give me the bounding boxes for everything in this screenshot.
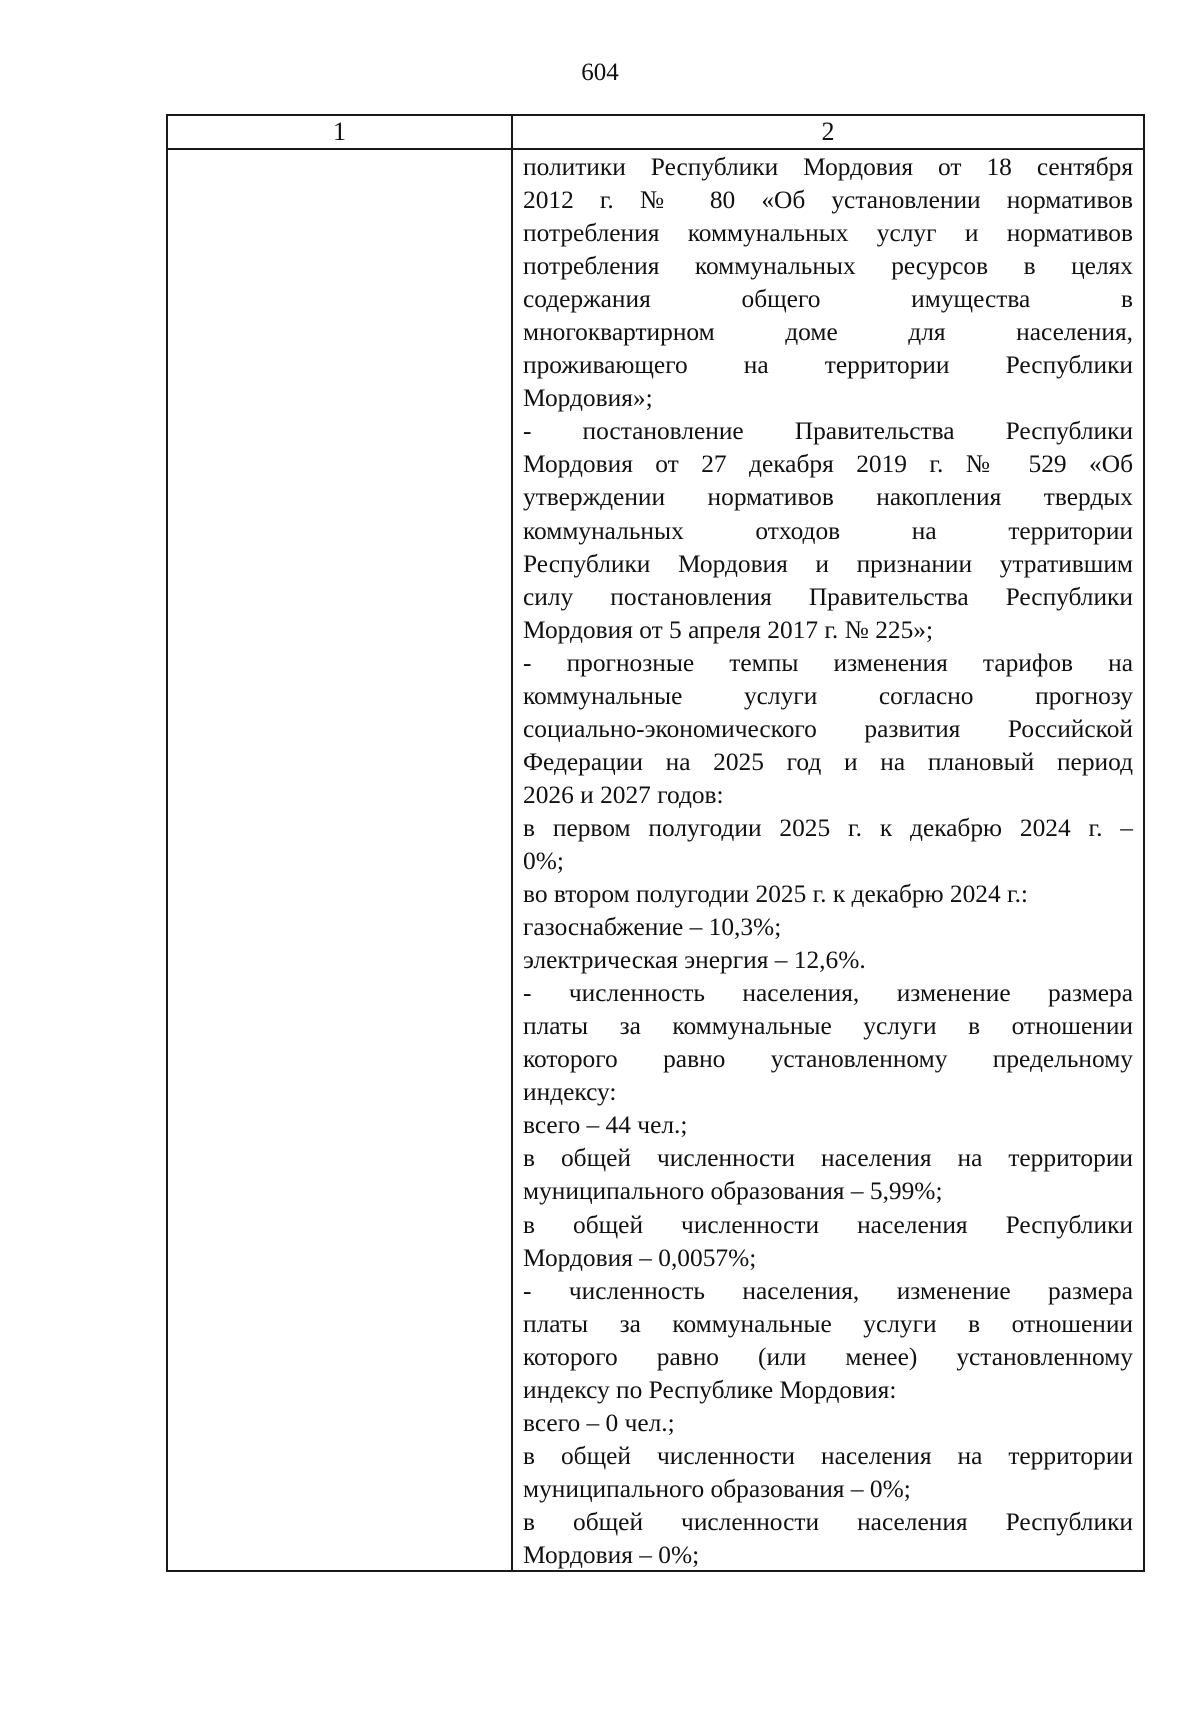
text-line: коммунальных отходов на территории: [523, 516, 1133, 545]
text-line: 2012 г. № 80 «Об установлении нормативов: [523, 186, 1133, 215]
text-line: Республики Мордовия и признании утратившим: [523, 549, 1133, 578]
text-line: во втором полугодии 2025 г. к декабрю 2024 г.:: [523, 880, 1028, 909]
text-line: - численность населения, изменение размера: [523, 979, 1133, 1008]
text-line: проживающего на территории Республики: [523, 351, 1133, 380]
text-line: в общей численности населения на территории: [523, 1144, 1133, 1173]
text-line: электрическая энергия – 12,6%.: [523, 946, 866, 975]
text-line: - численность населения, изменение размера: [523, 1276, 1133, 1305]
text-line: 0%;: [523, 846, 564, 875]
text-line: в общей численности населения на территории: [523, 1441, 1133, 1470]
column-header-1: 1: [333, 117, 346, 146]
text-line: всего – 0 чел.;: [523, 1408, 675, 1437]
text-line: всего – 44 чел.;: [523, 1111, 688, 1140]
text-line: в первом полугодии 2025 г. к декабрю 2024 г. –: [523, 813, 1133, 842]
text-line: содержания общего имущества в: [523, 285, 1133, 314]
document-table: [166, 114, 1145, 1572]
text-line: в общей численности населения Республики: [523, 1507, 1133, 1536]
table-cell-col2: [523, 151, 1133, 1572]
text-line: Мордовия от 27 декабря 2019 г. № 529 «Об: [523, 450, 1133, 479]
text-line: газоснабжение – 10,3%;: [523, 913, 782, 942]
text-line: потребления коммунальных услуг и нормативов: [523, 219, 1133, 248]
text-line: потребления коммунальных ресурсов в целях: [523, 252, 1133, 281]
text-line: социально-экономического развития Российской: [523, 714, 1133, 743]
text-line: Мордовия – 0,0057%;: [523, 1243, 757, 1272]
text-line: Мордовия – 0%;: [523, 1540, 700, 1569]
text-line: платы за коммунальные услуги в отношении: [523, 1012, 1133, 1041]
text-line: которого равно установленному предельному: [523, 1045, 1133, 1074]
text-line: в общей численности населения Республики: [523, 1210, 1133, 1239]
text-line: коммунальные услуги согласно прогнозу: [523, 681, 1133, 710]
text-line: - прогнозные темпы изменения тарифов на: [523, 648, 1133, 677]
column-divider: [511, 116, 513, 1572]
column-header-2: 2: [821, 117, 835, 146]
table-cell-col1: [168, 150, 511, 1572]
text-line: Мордовия»;: [523, 384, 653, 413]
text-line: Федерации на 2025 год и на плановый период: [523, 747, 1133, 776]
table-header-row: [168, 116, 1143, 150]
text-line: силу постановления Правительства Республики: [523, 582, 1133, 611]
text-line: муниципального образования – 0%;: [523, 1474, 911, 1503]
text-line: которого равно (или менее) установленному: [523, 1342, 1133, 1371]
text-line: индексу по Республике Мордовия:: [523, 1375, 897, 1404]
text-line: Мордовия от 5 апреля 2017 г. № 225»;: [523, 615, 934, 644]
text-line: платы за коммунальные услуги в отношении: [523, 1309, 1133, 1338]
text-line: многоквартирном доме для населения,: [523, 318, 1133, 347]
text-line: политики Республики Мордовия от 18 сентября: [523, 153, 1133, 181]
text-line: - постановление Правительства Республики: [523, 417, 1133, 446]
text-line: утверждении нормативов накопления твердых: [523, 483, 1133, 512]
page-number: 604: [581, 59, 619, 86]
text-line: муниципального образования – 5,99%;: [523, 1177, 943, 1206]
text-line: индексу:: [523, 1078, 617, 1107]
text-line: 2026 и 2027 годов:: [523, 780, 724, 809]
